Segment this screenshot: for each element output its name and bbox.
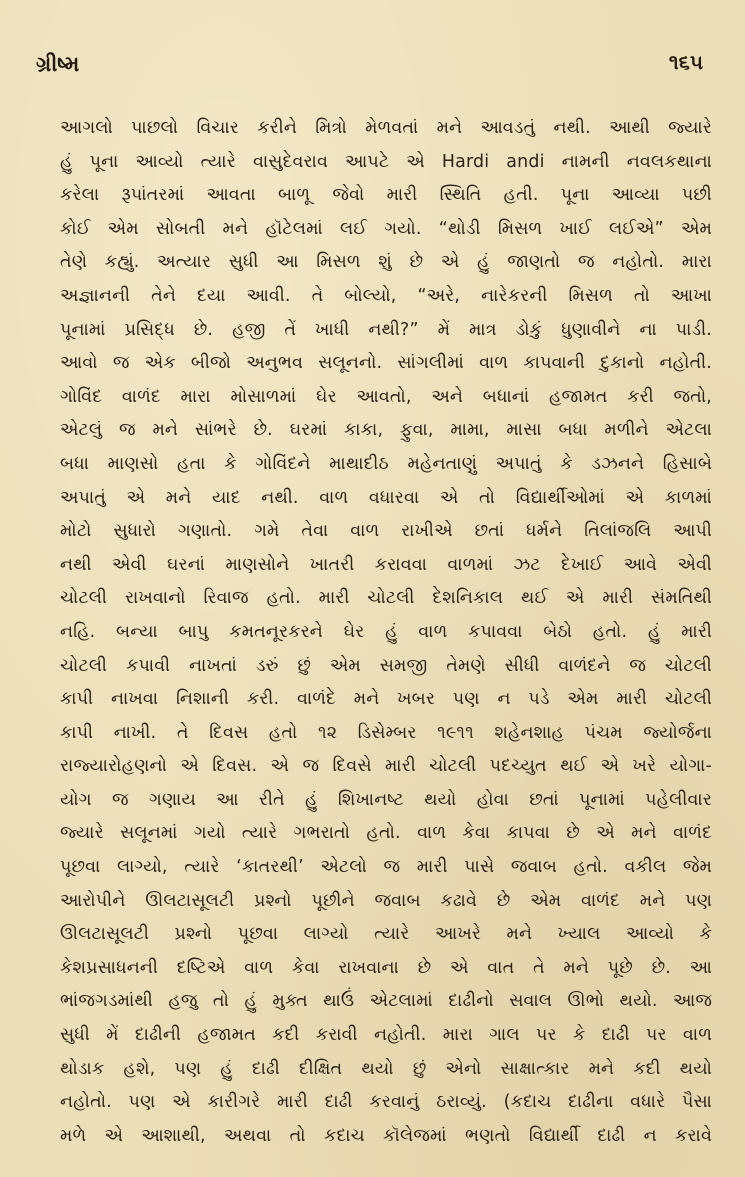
text-line: જ્યારે સલૂનમાં ગયો ત્યારે ગભરાતો હતો. વાળ કેવા કાપવા છે એ મને વાળંદ	[60, 823, 712, 844]
text-line: તેણે કહ્યું. અત્યાર સુધી આ મિસળ શું છે એ હું જાણતો જ નહોતો. મારા	[60, 252, 712, 273]
body-paragraph	[60, 112, 712, 1153]
text-line: મળે એ આશાથી, અથવા તો કદાચ કૉલેજમાં ભણતો વિદ્યાર્થી દાઢી ન કરાવે	[60, 1125, 712, 1146]
text-line: કાપી નાખી. તે દિવસ હતો ૧૨ ડિસેમ્બર ૧૯૧૧ શહેનશાહ પંચમ જ્યોર્જના	[60, 722, 712, 743]
text-line: સુધી મેં દાઢીની હજામત કદી કરાવી નહોતી. મારા ગાલ પર કે દાઢી પર વાળ	[60, 1025, 712, 1046]
text-line: ભાંજગડમાંથી હજુ તો હું મુક્ત થાઉં એટલામાં દાઢીનો સવાલ ઊભો થયો. આજ	[60, 991, 712, 1012]
text-line: અજ્ઞાનની તેને દયા આવી. તે બોલ્યો, “અરે, નારેકરની મિસળ તો આખા	[60, 285, 712, 306]
text-line: નહોતો. પણ એ કારીગરે મારી દાઢી કરવાનું ઠરાવ્યું. (કદાચ દાઢીના વધારે પૈસા	[60, 1092, 712, 1113]
text-line: આરોપીને ઊલટાસૂલટી પ્રશ્નો પૂછીને જવાબ કઢાવે છે એમ વાળંદ મને પણ	[60, 890, 712, 911]
text-line: ઊલટાસૂલટી પ્રશ્નો પૂછવા લાગ્યો ત્યારે આખરે મને ખ્યાલ આવ્યો કે	[60, 924, 712, 945]
text-line: કોઈ એમ સોબતી મને હૉટેલમાં લઈ ગયો. “થોડી મિસળ ખાઈ લઈએ” એમ	[60, 218, 712, 239]
running-header-title: ગ્રીષ્મ	[36, 52, 80, 76]
text-line: ચોટલી કપાવી નાખતાં ડરું છું એમ સમજી તેમણે સીધી વાળંદને જ ચોટલી	[60, 655, 712, 676]
text-line: એટલું જ મને સાંભરે છે. ઘરમાં કાકા, ફુવા, મામા, માસા બધા મળીને એટલા	[60, 420, 712, 441]
text-line: બધા માણસો હતા કે ગોવિંદને માથાદીઠ મહેનતાણું અપાતું કે ડઝનને હિસાબે	[60, 453, 712, 474]
text-line: હું પૂના આવ્યો ત્યારે વાસુદેવરાવ આપટે એ Hardi andi નામની નવલકથાના	[60, 151, 712, 172]
text-line: પૂનામાં પ્રસિદ્ધ છે. હજી તેં ખાધી નથી?” મેં માત્ર ડોકું ધુણાવીને ના પાડી.	[60, 319, 712, 340]
text-line: નથી એવી ઘરનાં માણસોને ખાતરી કરાવવા વાળમાં ઝટ દેખાઈ આવે એવી	[60, 554, 712, 575]
text-line: અપાતું એ મને યાદ નથી. વાળ વધારવા એ તો વિદ્યાર્થીઓમાં એ કાળમાં	[60, 487, 712, 508]
text-line: કરેલા રૂપાંતરમાં આવતા બાળૂ જેવો મારી સ્થિતિ હતી. પૂના આવ્યા પછી	[60, 185, 712, 206]
text-line: રાજ્યારોહણનો એ દિવસ. એ જ દિવસે મારી ચોટલી પદચ્યુત થઈ એ ખરે યોગા-	[60, 756, 712, 777]
page-number: ૧૬૫	[668, 50, 703, 74]
text-line: નહિ. બન્યા બાપુ કમતનૂરકરને ઘેર હું વાળ કપાવવા બેઠો હતો. હું મારી	[60, 621, 712, 642]
text-line: ગોવિંદ વાળંદ મારા મોસાળમાં ઘેર આવતો, અને બધાનાં હજામત કરી જતો,	[60, 386, 712, 407]
text-line: આવો જ એક બીજો અનુભવ સલૂનનો. સાંગલીમાં વાળ કાપવાની દુકાનો નહોતી.	[60, 353, 712, 374]
text-line: આગલો પાછલો વિચાર કરીને મિત્રો મેળવતાં મને આવડતું નથી. આથી જ્યારે	[60, 118, 712, 138]
text-line: થોડાક હશે, પણ હું દાઢી દીક્ષિત થયો છું એનો સાક્ષાત્કાર મને કદી થયો	[60, 1058, 712, 1079]
text-line: યોગ જ ગણાય આ રીતે હું શિખાનષ્ટ થયો હોવા છતાં પૂનામાં પહેલીવાર	[60, 789, 712, 810]
text-line: મોટો સુધારો ગણાતો. ગમે તેવા વાળ રાખીએ છતાં ધર્મને તિલાંજલિ આપી	[60, 521, 712, 542]
text-line: કેશપ્રસાધનની દષ્ટિએ વાળ કેવા રાખવાના છે એ વાત તે મને પૂછે છે. આ	[60, 957, 712, 978]
text-line: કાપી નાખવા નિશાની કરી. વાળંદે મને ખબર પણ ન પડે એમ મારી ચોટલી	[60, 689, 712, 710]
text-line: પૂછવા લાગ્યો, ત્યારે ‘કાતરથી’ એટલો જ મારી પાસે જવાબ હતો. વકીલ જેમ	[60, 857, 712, 878]
text-line: ચોટલી રાખવાનો રિવાજ હતો. મારી ચોટલી દેશનિકાલ થઈ એ મારી સંમતિથી	[60, 588, 712, 609]
